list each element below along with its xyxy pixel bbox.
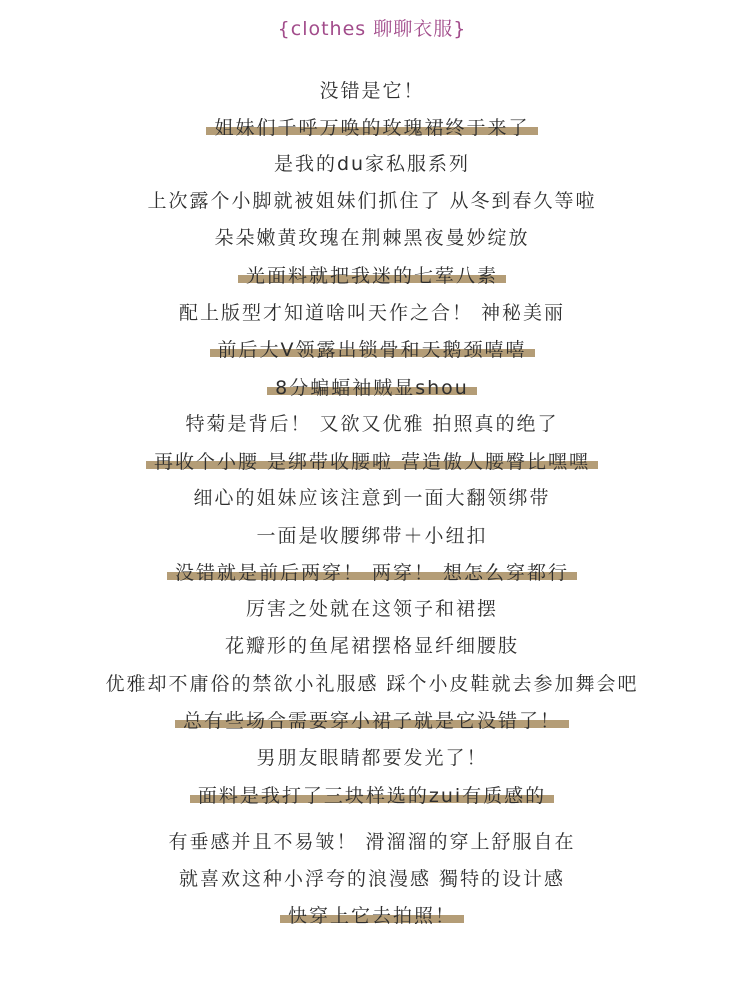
highlighted-text: 快穿上它去拍照！ bbox=[280, 904, 464, 928]
text-line bbox=[0, 784, 744, 808]
section-header bbox=[0, 14, 744, 41]
text-line bbox=[0, 830, 744, 854]
text-line bbox=[0, 486, 744, 510]
line-text: 优雅却不庸俗的禁欲小礼服感 踩个小皮鞋就去参加舞会吧 bbox=[105, 673, 639, 695]
text-line bbox=[0, 412, 744, 436]
text-line bbox=[0, 450, 744, 474]
line-text: 特菊是背后！ 又欲又优雅 拍照真的绝了 bbox=[185, 413, 559, 435]
highlighted-text: 再收个小腰 是绑带收腰啦 营造傲人腰臀比嘿嘿 bbox=[146, 450, 598, 474]
highlighted-text: 没错就是前后两穿！ 两穿！ 想怎么穿都行 bbox=[167, 561, 577, 585]
line-text: 是我的du家私服系列 bbox=[273, 153, 471, 175]
text-line bbox=[0, 264, 744, 288]
text-line bbox=[0, 746, 744, 770]
highlighted-text: 姐妹们千呼万唤的玫瑰裙终于来了 bbox=[206, 116, 537, 140]
line-text: 厉害之处就在这领子和裙摆 bbox=[245, 598, 498, 620]
line-text: 一面是收腰绑带＋小纽扣 bbox=[256, 525, 488, 547]
text-line bbox=[0, 152, 744, 176]
text-line bbox=[0, 634, 744, 658]
line-text: 男朋友眼睛都要发光了！ bbox=[256, 747, 488, 769]
highlighted-text: 8分蝙蝠袖贼显shou bbox=[267, 376, 477, 400]
text-line bbox=[0, 338, 744, 362]
text-line bbox=[0, 301, 744, 325]
text-line bbox=[0, 376, 744, 400]
line-text: 花瓣形的鱼尾裙摆格显纤细腰肢 bbox=[224, 635, 519, 657]
line-text: 细心的姐妹应该注意到一面大翻领绑带 bbox=[193, 487, 551, 509]
line-text: 就喜欢这种小浮夸的浪漫感 獨特的设计感 bbox=[178, 868, 566, 890]
text-line bbox=[0, 79, 744, 103]
line-text: 有垂感并且不易皱！ 滑溜溜的穿上舒服自在 bbox=[168, 831, 576, 853]
highlighted-text: 前后大V领露出锁骨和天鹅颈嘻嘻 bbox=[210, 338, 535, 362]
header-title: {clothes 聊聊衣服} bbox=[277, 18, 467, 40]
text-line bbox=[0, 116, 744, 140]
line-text: 没错是它！ bbox=[319, 80, 425, 102]
text-line bbox=[0, 709, 744, 733]
text-line bbox=[0, 597, 744, 621]
highlighted-text: 总有些场合需要穿小裙子就是它没错了！ bbox=[175, 709, 569, 733]
line-text: 上次露个小脚就被姐妹们抓住了 从冬到春久等啦 bbox=[147, 190, 597, 212]
line-text: 朵朵嫩黄玫瑰在荆棘黑夜曼妙绽放 bbox=[214, 227, 530, 249]
text-line bbox=[0, 189, 744, 213]
text-line bbox=[0, 904, 744, 928]
text-line bbox=[0, 672, 744, 696]
line-text: 配上版型才知道啥叫天作之合！ 神秘美丽 bbox=[178, 302, 566, 324]
text-line bbox=[0, 226, 744, 250]
highlighted-text: 光面料就把我迷的七荤八素 bbox=[238, 264, 506, 288]
text-line bbox=[0, 867, 744, 891]
text-line bbox=[0, 524, 744, 548]
text-line bbox=[0, 561, 744, 585]
highlighted-text: 面料是我打了三块样选的zui有质感的 bbox=[190, 784, 554, 808]
